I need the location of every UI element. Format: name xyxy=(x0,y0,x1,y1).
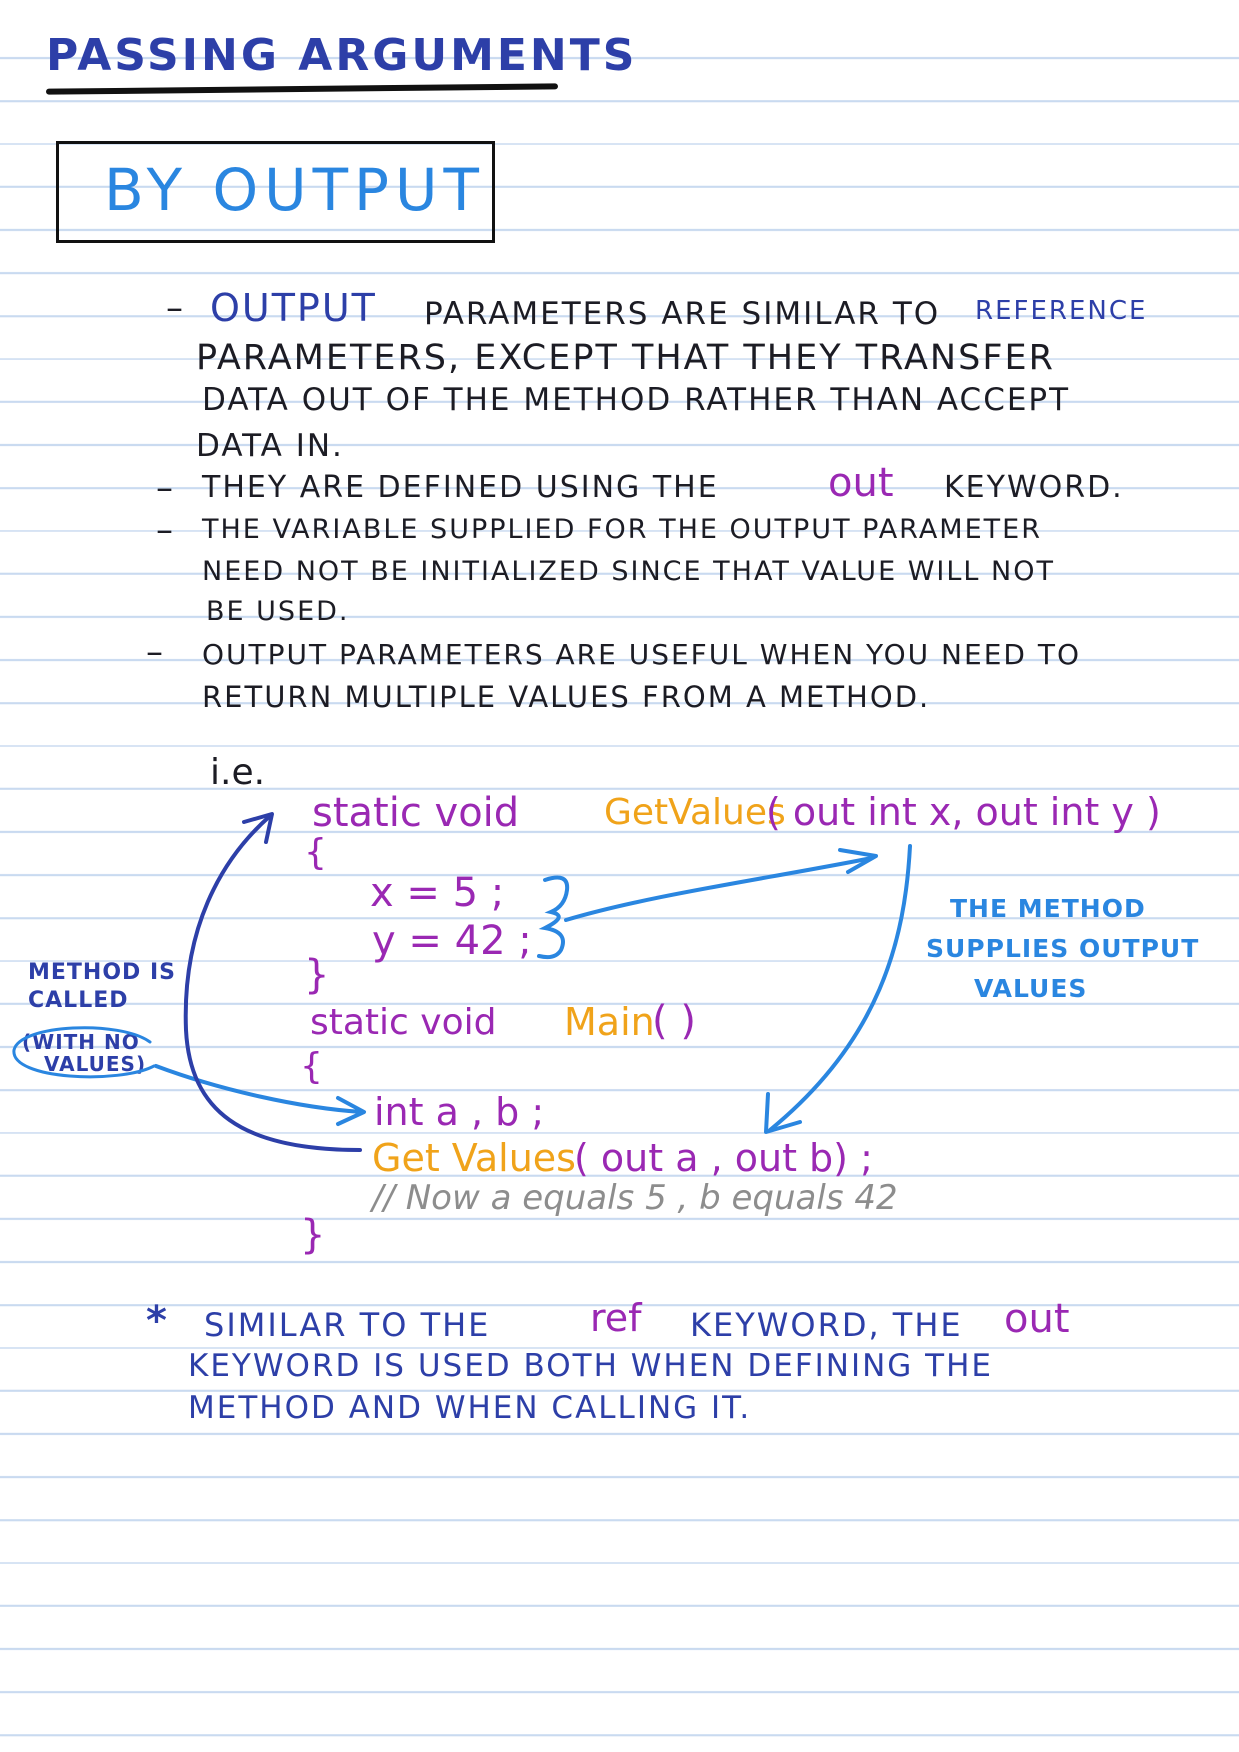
code-close-brace: } xyxy=(300,1212,326,1258)
bullet1-output-word: OUTPUT xyxy=(210,286,377,330)
footnote-line2: KEYWORD IS USED BOTH WHEN DEFINING THE xyxy=(188,1348,993,1384)
with-no-values-loop xyxy=(14,1028,154,1077)
annotation-supplies-1: THE METHOD xyxy=(950,894,1146,923)
annotation-with-no-2: VALUES) xyxy=(44,1052,147,1076)
section-heading: BY OUTPUT xyxy=(104,156,485,224)
annotation-method-called-2: CALLED xyxy=(28,988,129,1013)
footnote-line1-b: KEYWORD, THE xyxy=(690,1306,963,1344)
bullet3-line2: NEED NOT BE INITIALIZED SINCE THAT VALUE WILL NOT xyxy=(202,556,1055,587)
bullet1-line4: DATA IN. xyxy=(196,428,344,464)
code-main-parens: ( ) xyxy=(652,998,696,1044)
grouping-brace xyxy=(539,878,567,958)
annotation-with-no-1: (WITH NO xyxy=(22,1030,140,1054)
footnote-star: * xyxy=(146,1298,169,1344)
code-assign-y: y = 42 ; xyxy=(372,918,532,964)
code-decl: int a , b ; xyxy=(374,1090,545,1134)
bullet3-line1: THE VARIABLE SUPPLIED FOR THE OUTPUT PARAMETER xyxy=(202,514,1042,545)
bullet4-line2: RETURN MULTIPLE VALUES FROM A METHOD. xyxy=(202,680,931,714)
bullet-dash: – xyxy=(156,468,173,508)
footnote-line1-a: SIMILAR TO THE xyxy=(204,1306,491,1344)
bullet2-keyword: out xyxy=(828,460,894,506)
code-sig-prefix: static void xyxy=(312,790,520,836)
example-label: i.e. xyxy=(210,752,266,793)
bullet2-before: THEY ARE DEFINED USING THE xyxy=(202,470,719,505)
footnote-line3: METHOD AND WHEN CALLING IT. xyxy=(188,1390,752,1426)
bullet-dash: – xyxy=(146,632,163,672)
bullet3-line3: BE USED. xyxy=(206,596,350,627)
annotation-supplies-3: VALUES xyxy=(974,974,1088,1003)
bullet1-line3: DATA OUT OF THE METHOD RATHER THAN ACCEPT xyxy=(202,382,1071,418)
code-sig-params: ( out int x, out int y ) xyxy=(766,790,1161,834)
bullet2-after: KEYWORD. xyxy=(944,470,1124,505)
arrow-to-declaration xyxy=(156,1066,362,1112)
page-title: PASSING ARGUMENTS xyxy=(46,30,638,81)
bullet1-line1: PARAMETERS ARE SIMILAR TO xyxy=(424,296,941,332)
code-assign-x: x = 5 ; xyxy=(370,870,505,916)
code-call-method: Get Values xyxy=(372,1136,576,1180)
bullet1-line2: PARAMETERS, EXCEPT THAT THEY TRANSFER xyxy=(196,338,1055,378)
bullet-dash: – xyxy=(166,288,183,328)
code-main-name: Main xyxy=(564,1000,655,1044)
code-sig-method: GetValues xyxy=(604,792,786,833)
code-call-args: ( out a , out b) ; xyxy=(574,1136,873,1180)
bullet-dash: – xyxy=(156,510,173,550)
bullet1-reference-word: REFERENCE xyxy=(975,296,1148,326)
annotation-method-called-1: METHOD IS xyxy=(28,960,176,985)
code-open-brace: { xyxy=(304,832,327,873)
arrow-to-params xyxy=(566,858,872,920)
arrowhead xyxy=(766,1094,800,1132)
footnote-ref-keyword: ref xyxy=(590,1296,642,1340)
code-close-brace: } xyxy=(304,952,330,998)
annotation-supplies-2: SUPPLIES OUTPUT xyxy=(926,934,1200,963)
bullet4-line1: OUTPUT PARAMETERS ARE USEFUL WHEN YOU NEED TO xyxy=(202,638,1081,671)
code-main-prefix: static void xyxy=(310,1002,497,1043)
arrow-to-call-args xyxy=(770,846,910,1130)
footnote-out-keyword: out xyxy=(1004,1296,1070,1342)
code-open-brace: { xyxy=(300,1046,323,1087)
code-comment: // Now a equals 5 , b equals 42 xyxy=(372,1178,898,1218)
